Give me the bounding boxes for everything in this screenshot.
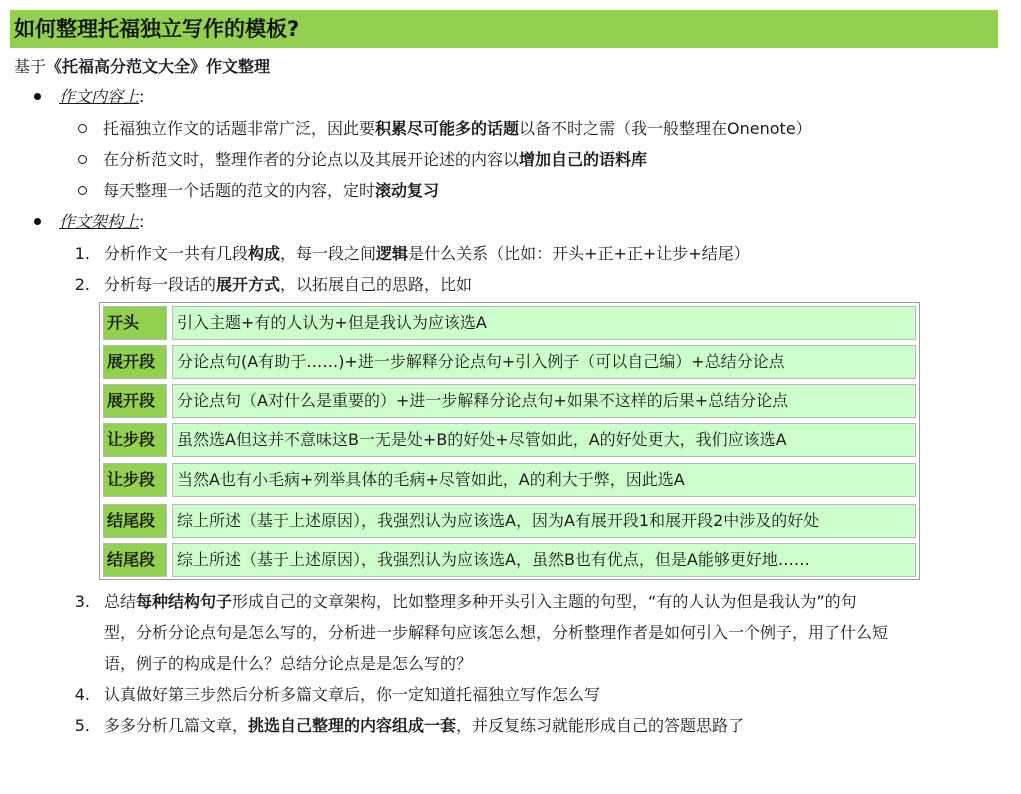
table-row (103, 423, 916, 457)
table-row (103, 463, 916, 497)
subtitle-prefix: 基于 (14, 57, 47, 76)
section-content-label: 作文内容上 (59, 87, 140, 106)
circle-bullet-icon (78, 124, 87, 133)
table-row (103, 504, 916, 538)
table-row (103, 543, 916, 577)
structure-table (99, 302, 920, 580)
list-item: 托福独立作文的话题非常广泛，因此要积累尽可能多的话题以备不时之需（我一般整理在Onenote） (78, 118, 812, 140)
table-row-content: 分论点句(A有助于……)+进一步解释分论点句+引入例子（可以自己编）+总结分论点 (172, 345, 916, 379)
list-item: 分析每一段话的展开方式，以拓展自己的思路，比如 (104, 275, 473, 294)
table-row (103, 384, 916, 418)
list-number: 2. (74, 275, 90, 294)
list-item: 多多分析几篇文章，挑选自己整理的内容组成一套，并反复练习就能形成自己的答题思路了 (104, 716, 745, 735)
list-item: 总结每种结构句子形成自己的文章架构，比如整理多种开头引入主题的句型，“有的人认为但是我认为”的句 型，分析分论点句是怎么写的，分析进一步解释句应该怎么想，分析整理作者是如何引入一个例子，用了什么短 语，例子的构成是什么？总结分论点是是怎么写的？ (104, 592, 889, 673)
table-row-content: 当然A也有小毛病+列举具体的毛病+尽管如此，A的利大于弊，因此选A (172, 463, 916, 497)
bullet-icon (34, 93, 41, 100)
section-structure-label: 作文架构上 (59, 212, 140, 231)
table-row-label: 结尾段 (103, 543, 167, 577)
subtitle (14, 56, 270, 78)
list-item: 认真做好第三步然后分析多篇文章后，你一定知道托福独立写作怎么写 (104, 685, 601, 704)
section-structure (34, 211, 144, 233)
table-row-content: 虽然选A但这并不意味这B一无是处+B的好处+尽管如此，A的好处更大，我们应该选A (172, 423, 916, 457)
table-row-label: 展开段 (103, 345, 167, 379)
table-row-label: 让步段 (103, 463, 167, 497)
section-colon: : (139, 212, 145, 231)
section-colon: : (139, 87, 145, 106)
table-row-content: 引入主题+有的人认为+但是我认为应该选A (172, 306, 916, 340)
table-row (103, 345, 916, 379)
table-row-content: 综上所述（基于上述原因），我强烈认为应该选A，虽然B也有优点，但是A能够更好地…… (172, 543, 916, 577)
subtitle-book: 《托福高分范文大全》作文整理 (46, 57, 271, 76)
table-row-content: 综上所述（基于上述原因），我强烈认为应该选A，因为A有展开段1和展开段2中涉及的好处 (172, 504, 916, 538)
section-content (34, 86, 144, 108)
list-number: 5. (74, 716, 90, 735)
table-row-label: 结尾段 (103, 504, 167, 538)
list-number: 1. (74, 244, 90, 263)
table-row-label: 开头 (103, 306, 167, 340)
bullet-icon (34, 218, 41, 225)
table-row-content: 分论点句（A对什么是重要的）+进一步解释分论点句+如果不这样的后果+总结分论点 (172, 384, 916, 418)
table-row-label: 让步段 (103, 423, 167, 457)
table-row-label: 展开段 (103, 384, 167, 418)
circle-bullet-icon (78, 186, 87, 195)
list-item: 分析作文一共有几段构成，每一段之间逻辑是什么关系（比如：开头+正+正+让步+结尾） (104, 244, 750, 263)
table-row (103, 306, 916, 340)
circle-bullet-icon (78, 155, 87, 164)
list-number: 3. (74, 592, 90, 611)
page-title: 如何整理托福独立写作的模板? (10, 10, 998, 48)
list-item: 在分析范文时，整理作者的分论点以及其展开论述的内容以增加自己的语料库 (78, 149, 647, 171)
list-number: 4. (74, 685, 90, 704)
list-item: 每天整理一个话题的范文的内容，定时滚动复习 (78, 180, 439, 202)
